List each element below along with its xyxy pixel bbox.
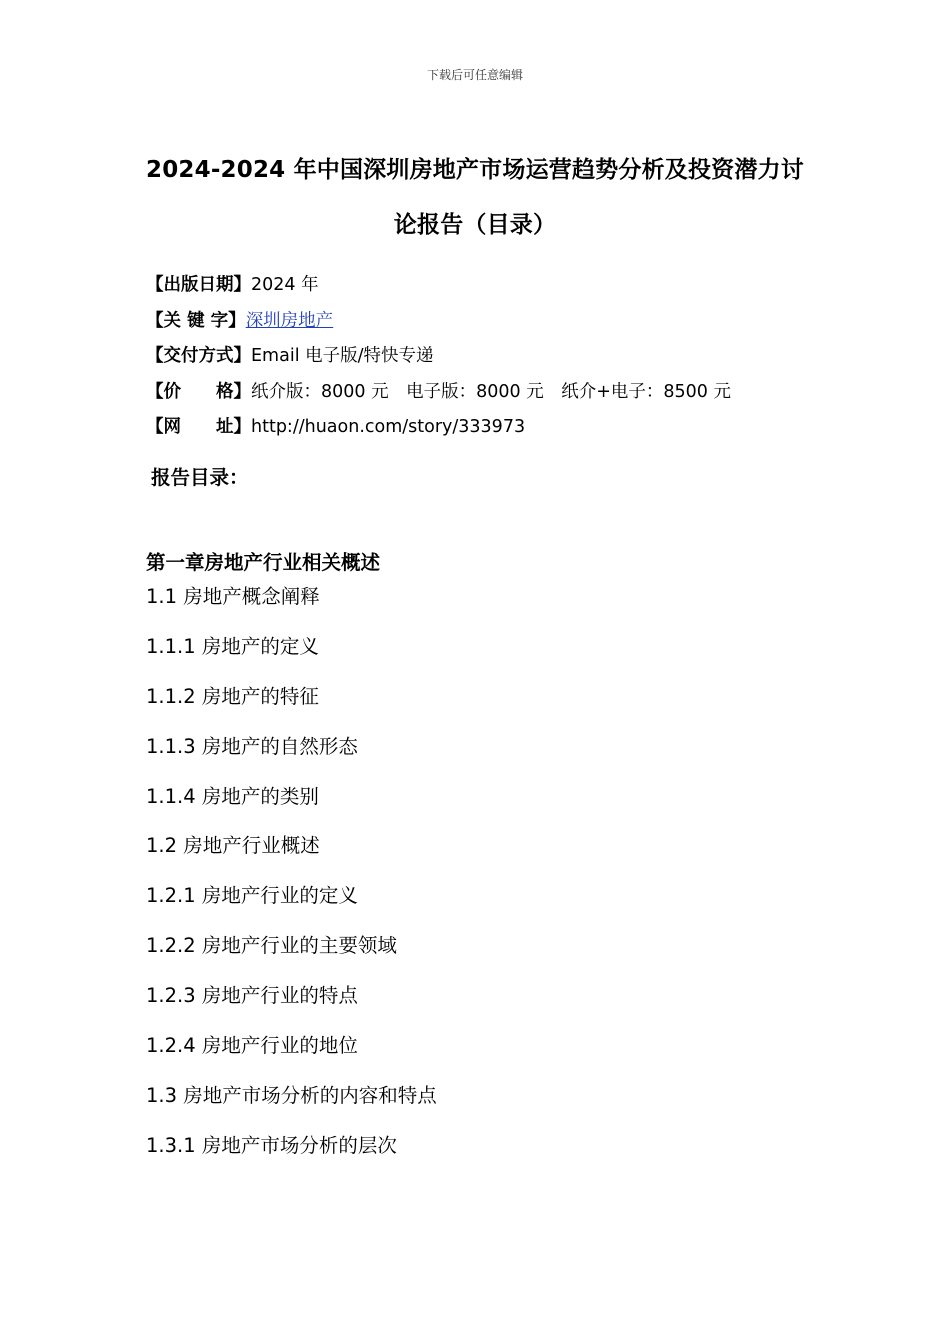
meta-website-key: 【网 址】	[146, 417, 251, 437]
document-title-line-1: 2024-2024 年中国深圳房地产市场运营趋势分析及投资潜力讨	[146, 157, 804, 183]
report-toc-heading: 报告目录：	[151, 466, 249, 489]
toc-item: 1.3 房地产市场分析的内容和特点	[146, 1083, 437, 1107]
meta-delivery-value: Email 电子版/特快专递	[251, 346, 434, 366]
meta-publish-date	[146, 271, 846, 307]
meta-delivery-key: 【交付方式】	[146, 346, 251, 366]
meta-price-key: 【价 格】	[146, 381, 251, 402]
toc-item: 1.2.2 房地产行业的主要领域	[146, 934, 397, 958]
meta-price	[146, 378, 846, 414]
toc-item: 1.2 房地产行业概述	[146, 834, 320, 858]
toc-item: 1.2.3 房地产行业的特点	[146, 984, 358, 1008]
toc-item: 1.2.4 房地产行业的地位	[146, 1034, 358, 1058]
toc-item: 1.1.1 房地产的定义	[146, 634, 319, 658]
toc-item: 1.1.2 房地产的特征	[146, 684, 319, 708]
meta-website-value: http://huaon.com/story/333973	[251, 417, 526, 437]
toc-item: 1.1.4 房地产的类别	[146, 784, 319, 808]
meta-price-value: 纸介版：8000 元 电子版：8000 元 纸介+电子：8500 元	[251, 381, 731, 402]
table-of-contents	[146, 548, 846, 1181]
toc-item: 1.3.1 房地产市场分析的层次	[146, 1133, 397, 1157]
meta-delivery	[146, 342, 846, 378]
report-metadata	[146, 271, 846, 449]
keyword-link[interactable]: 深圳房地产	[245, 310, 334, 331]
page-header-note: 下载后可任意编辑	[426, 68, 523, 82]
meta-publish-date-value: 2024 年	[251, 275, 319, 295]
chapter-title: 第一章房地产行业相关概述	[146, 551, 381, 574]
toc-item: 1.1 房地产概念阐释	[146, 585, 320, 608]
toc-item: 1.1.3 房地产的自然形态	[146, 734, 358, 758]
meta-keywords-key: 【关 键 字】	[146, 310, 246, 331]
meta-publish-date-key: 【出版日期】	[146, 275, 251, 295]
document-title-line-2: 论报告（目录）	[393, 212, 557, 238]
meta-website	[146, 413, 846, 449]
meta-keywords	[146, 307, 846, 343]
toc-item: 1.2.1 房地产行业的定义	[146, 884, 358, 908]
